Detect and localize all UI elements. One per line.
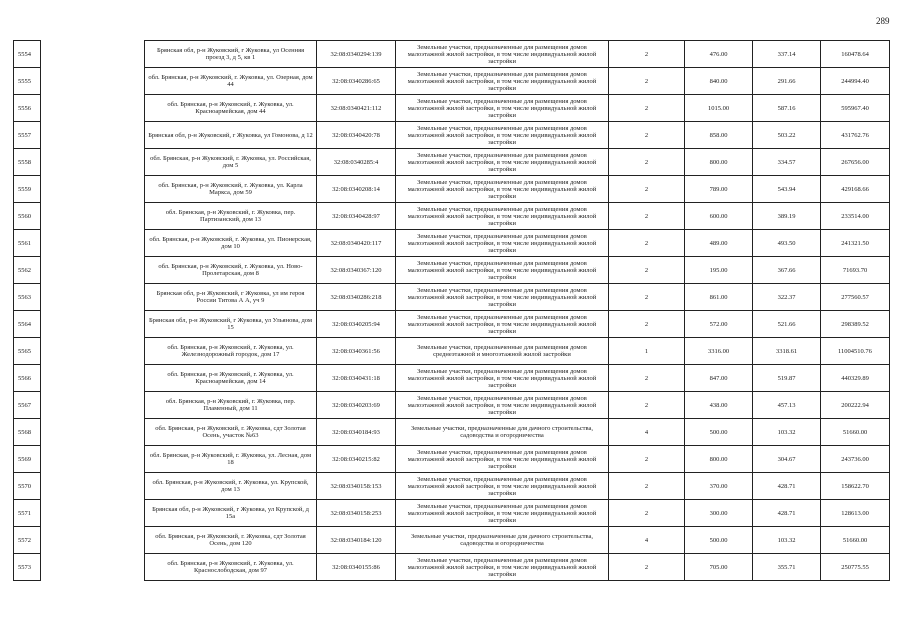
land-purpose-cell: Земельные участки, предназначенные для размещения домов малоэтажной жилой застройки, в том числе индивидуальной жилой застройки: [396, 176, 609, 203]
cadastral-value-cell: 243736.00: [821, 446, 890, 473]
cadastral-value-cell: 11004510.76: [821, 338, 890, 365]
land-purpose-cell: Земельные участки, предназначенные для размещения домов малоэтажной жилой застройки, в том числе индивидуальной жилой застройки: [396, 95, 609, 122]
cadastral-value-cell: 431762.76: [821, 122, 890, 149]
land-purpose-cell: Земельные участки, предназначенные для размещения домов малоэтажной жилой застройки, в том числе индивидуальной жилой застройки: [396, 149, 609, 176]
spacer-cell: [41, 203, 145, 230]
cadastral-value-cell: 244994.40: [821, 68, 890, 95]
address-cell: обл. Брянская, р-н Жуковский, г. Жуковка, сдт Золотая Осень, участок №63: [145, 419, 317, 446]
area-cell: 789.00: [685, 176, 753, 203]
address-cell: Брянская обл, р-н Жуковский, г Жуковка, ул Крупской, д 15а: [145, 500, 317, 527]
cadastral-number-cell: 32:08:0340428:97: [317, 203, 396, 230]
cadastral-value-cell: 298389.52: [821, 311, 890, 338]
group-cell: 1: [609, 338, 685, 365]
group-cell: 2: [609, 473, 685, 500]
cadastral-number-cell: 32:08:0340158:153: [317, 473, 396, 500]
table-row: [14, 338, 890, 365]
land-purpose-cell: Земельные участки, предназначенные для размещения домов малоэтажной жилой застройки, в том числе индивидуальной жилой застройки: [396, 392, 609, 419]
area-cell: 476.00: [685, 41, 753, 68]
cadastral-number-cell: 32:08:0340286:218: [317, 284, 396, 311]
address-cell: Брянская обл, р-н Жуковский, г Жуковка, ул Гомонова, д 12: [145, 122, 317, 149]
spacer-cell: [41, 122, 145, 149]
spacer-cell: [41, 95, 145, 122]
spacer-cell: [41, 338, 145, 365]
spacer-cell: [41, 500, 145, 527]
row-number-cell: 5572: [14, 527, 41, 554]
area-cell: 438.00: [685, 392, 753, 419]
table-row: [14, 122, 890, 149]
row-number-cell: 5563: [14, 284, 41, 311]
land-purpose-cell: Земельные участки, предназначенные для размещения домов малоэтажной жилой застройки, в том числе индивидуальной жилой застройки: [396, 230, 609, 257]
spacer-cell: [41, 554, 145, 581]
cadastral-value-cell: 233514.00: [821, 203, 890, 230]
land-purpose-cell: Земельные участки, предназначенные для размещения домов малоэтажной жилой застройки, в том числе индивидуальной жилой застройки: [396, 203, 609, 230]
table-row: [14, 95, 890, 122]
area-cell: 858.00: [685, 122, 753, 149]
cadastral-number-cell: 32:08:0340205:94: [317, 311, 396, 338]
specific-value-cell: 334.57: [753, 149, 821, 176]
area-cell: 1015.00: [685, 95, 753, 122]
table-row: [14, 176, 890, 203]
area-cell: 861.00: [685, 284, 753, 311]
area-cell: 800.00: [685, 149, 753, 176]
group-cell: 2: [609, 122, 685, 149]
cadastral-number-cell: 32:08:0340367:120: [317, 257, 396, 284]
land-purpose-cell: Земельные участки, предназначенные для размещения домов малоэтажной жилой застройки, в том числе индивидуальной жилой застройки: [396, 257, 609, 284]
area-cell: 195.00: [685, 257, 753, 284]
row-number-cell: 5570: [14, 473, 41, 500]
cadastral-value-cell: 595967.40: [821, 95, 890, 122]
area-cell: 300.00: [685, 500, 753, 527]
spacer-cell: [41, 149, 145, 176]
group-cell: 2: [609, 500, 685, 527]
table-row: [14, 392, 890, 419]
cadastral-number-cell: 32:08:0340208:14: [317, 176, 396, 203]
spacer-cell: [41, 68, 145, 95]
row-number-cell: 5567: [14, 392, 41, 419]
row-number-cell: 5568: [14, 419, 41, 446]
area-cell: 3316.00: [685, 338, 753, 365]
row-number-cell: 5559: [14, 176, 41, 203]
cadastral-value-cell: 241321.50: [821, 230, 890, 257]
spacer-cell: [41, 311, 145, 338]
table-row: [14, 203, 890, 230]
area-cell: 840.00: [685, 68, 753, 95]
group-cell: 2: [609, 392, 685, 419]
land-purpose-cell: Земельные участки, предназначенные для размещения домов малоэтажной жилой застройки, в том числе индивидуальной жилой застройки: [396, 311, 609, 338]
land-purpose-cell: Земельные участки, предназначенные для размещения домов малоэтажной жилой застройки, в том числе индивидуальной жилой застройки: [396, 41, 609, 68]
row-number-cell: 5558: [14, 149, 41, 176]
group-cell: 2: [609, 95, 685, 122]
table-body: [14, 41, 890, 581]
area-cell: 489.00: [685, 230, 753, 257]
table-row: [14, 311, 890, 338]
spacer-cell: [41, 473, 145, 500]
table-row: [14, 446, 890, 473]
specific-value-cell: 291.66: [753, 68, 821, 95]
table-row: [14, 230, 890, 257]
specific-value-cell: 428.71: [753, 500, 821, 527]
address-cell: обл. Брянская, р-н Жуковский, г. Жуковка, ул. Лесная, дом 18: [145, 446, 317, 473]
land-purpose-cell: Земельные участки, предназначенные для размещения домов среднеэтажной и многоэтажной жилой застройки: [396, 338, 609, 365]
group-cell: 2: [609, 257, 685, 284]
specific-value-cell: 103.32: [753, 419, 821, 446]
row-number-cell: 5569: [14, 446, 41, 473]
cadastral-value-cell: 160478.64: [821, 41, 890, 68]
land-purpose-cell: Земельные участки, предназначенные для размещения домов малоэтажной жилой застройки, в том числе индивидуальной жилой застройки: [396, 122, 609, 149]
row-number-cell: 5573: [14, 554, 41, 581]
group-cell: 2: [609, 230, 685, 257]
area-cell: 500.00: [685, 419, 753, 446]
table-row: [14, 284, 890, 311]
table-row: [14, 419, 890, 446]
group-cell: 2: [609, 149, 685, 176]
address-cell: обл. Брянская, р-н Жуковский, г. Жуковка, ул. Озерная, дом 44: [145, 68, 317, 95]
row-number-cell: 5556: [14, 95, 41, 122]
address-cell: обл. Брянская, р-н Жуковский, г. Жуковка, ул. Крупской, дом 13: [145, 473, 317, 500]
row-number-cell: 5562: [14, 257, 41, 284]
page-number: 289: [876, 16, 890, 26]
specific-value-cell: 103.32: [753, 527, 821, 554]
specific-value-cell: 428.71: [753, 473, 821, 500]
spacer-cell: [41, 284, 145, 311]
cadastral-value-cell: 250775.55: [821, 554, 890, 581]
cadastral-number-cell: 32:08:0340203:69: [317, 392, 396, 419]
land-purpose-cell: Земельные участки, предназначенные для размещения домов малоэтажной жилой застройки, в том числе индивидуальной жилой застройки: [396, 446, 609, 473]
spacer-cell: [41, 41, 145, 68]
address-cell: обл. Брянская, р-н Жуковский, г. Жуковка, ул. Российская, дом 5: [145, 149, 317, 176]
cadastral-number-cell: 32:08:0340420:78: [317, 122, 396, 149]
row-number-cell: 5571: [14, 500, 41, 527]
specific-value-cell: 521.66: [753, 311, 821, 338]
spacer-cell: [41, 230, 145, 257]
cadastral-number-cell: 32:08:0340361:56: [317, 338, 396, 365]
land-purpose-cell: Земельные участки, предназначенные для размещения домов малоэтажной жилой застройки, в том числе индивидуальной жилой застройки: [396, 365, 609, 392]
row-number-cell: 5565: [14, 338, 41, 365]
specific-value-cell: 519.87: [753, 365, 821, 392]
cadastral-number-cell: 32:08:0340155:86: [317, 554, 396, 581]
specific-value-cell: 493.50: [753, 230, 821, 257]
row-number-cell: 5564: [14, 311, 41, 338]
address-cell: обл. Брянская, р-н Жуковский, г. Жуковка, сдт Золотая Осень, дом 120: [145, 527, 317, 554]
cadastral-value-cell: 71693.70: [821, 257, 890, 284]
cadastral-number-cell: 32:08:0340285:4: [317, 149, 396, 176]
land-purpose-cell: Земельные участки, предназначенные для размещения домов малоэтажной жилой застройки, в том числе индивидуальной жилой застройки: [396, 68, 609, 95]
specific-value-cell: 3318.61: [753, 338, 821, 365]
cadastral-number-cell: 32:08:0340215:82: [317, 446, 396, 473]
specific-value-cell: 389.19: [753, 203, 821, 230]
area-cell: 800.00: [685, 446, 753, 473]
group-cell: 2: [609, 68, 685, 95]
specific-value-cell: 304.67: [753, 446, 821, 473]
table-row: [14, 554, 890, 581]
group-cell: 2: [609, 446, 685, 473]
land-purpose-cell: Земельные участки, предназначенные для дачного строительства, садоводства и огородничества: [396, 527, 609, 554]
address-cell: обл. Брянская, р-н Жуковский, г. Жуковка, пер. Пламенный, дом 11: [145, 392, 317, 419]
address-cell: обл. Брянская, р-н Жуковский, г. Жуковка, ул. Железнодорожный городок, дом 17: [145, 338, 317, 365]
cadastral-number-cell: 32:08:0340286:65: [317, 68, 396, 95]
specific-value-cell: 543.94: [753, 176, 821, 203]
table-row: [14, 257, 890, 284]
land-purpose-cell: Земельные участки, предназначенные для размещения домов малоэтажной жилой застройки, в том числе индивидуальной жилой застройки: [396, 554, 609, 581]
specific-value-cell: 355.71: [753, 554, 821, 581]
spacer-cell: [41, 392, 145, 419]
specific-value-cell: 337.14: [753, 41, 821, 68]
area-cell: 847.00: [685, 365, 753, 392]
cadastral-number-cell: 32:08:0340158:253: [317, 500, 396, 527]
cadastral-value-cell: 277560.57: [821, 284, 890, 311]
cadastral-value-cell: 128613.00: [821, 500, 890, 527]
address-cell: Брянская обл, р-н Жуковский, г Жуковка, ул им героя России Титова А А, уч 9: [145, 284, 317, 311]
table-row: [14, 41, 890, 68]
row-number-cell: 5560: [14, 203, 41, 230]
address-cell: Брянская обл, р-н Жуковский, г Жуковка, ул Осенняя проезд 3, д 5, кв 1: [145, 41, 317, 68]
land-purpose-cell: Земельные участки, предназначенные для дачного строительства, садоводства и огородничества: [396, 419, 609, 446]
address-cell: обл. Брянская, р-н Жуковский, г. Жуковка, пер. Партизанский, дом 13: [145, 203, 317, 230]
row-number-cell: 5566: [14, 365, 41, 392]
cadastral-value-cell: 51660.00: [821, 419, 890, 446]
address-cell: обл. Брянская, р-н Жуковский, г. Жуковка, ул. Краснослободская, дом 97: [145, 554, 317, 581]
group-cell: 2: [609, 203, 685, 230]
specific-value-cell: 503.22: [753, 122, 821, 149]
table-row: [14, 68, 890, 95]
group-cell: 2: [609, 311, 685, 338]
row-number-cell: 5557: [14, 122, 41, 149]
table-row: [14, 500, 890, 527]
land-purpose-cell: Земельные участки, предназначенные для размещения домов малоэтажной жилой застройки, в том числе индивидуальной жилой застройки: [396, 500, 609, 527]
land-purpose-cell: Земельные участки, предназначенные для размещения домов малоэтажной жилой застройки, в том числе индивидуальной жилой застройки: [396, 284, 609, 311]
area-cell: 370.00: [685, 473, 753, 500]
spacer-cell: [41, 365, 145, 392]
group-cell: 2: [609, 284, 685, 311]
group-cell: 4: [609, 419, 685, 446]
area-cell: 572.00: [685, 311, 753, 338]
cadastral-value-cell: 158622.70: [821, 473, 890, 500]
group-cell: 2: [609, 176, 685, 203]
group-cell: 2: [609, 365, 685, 392]
group-cell: 2: [609, 41, 685, 68]
specific-value-cell: 367.66: [753, 257, 821, 284]
spacer-cell: [41, 257, 145, 284]
cadastral-value-cell: 200222.94: [821, 392, 890, 419]
spacer-cell: [41, 419, 145, 446]
group-cell: 2: [609, 554, 685, 581]
row-number-cell: 5561: [14, 230, 41, 257]
address-cell: обл. Брянская, р-н Жуковский, г. Жуковка, ул. Красноармейская, дом 14: [145, 365, 317, 392]
cadastral-value-table: [13, 40, 890, 581]
area-cell: 705.00: [685, 554, 753, 581]
address-cell: обл. Брянская, р-н Жуковский, г. Жуковка, ул. Ново-Пролетарская, дом 8: [145, 257, 317, 284]
spacer-cell: [41, 527, 145, 554]
address-cell: обл. Брянская, р-н Жуковский, г. Жуковка, ул. Карла Маркса, дом 59: [145, 176, 317, 203]
row-number-cell: 5554: [14, 41, 41, 68]
spacer-cell: [41, 176, 145, 203]
area-cell: 500.00: [685, 527, 753, 554]
table-row: [14, 365, 890, 392]
cadastral-value-cell: 440329.89: [821, 365, 890, 392]
specific-value-cell: 322.37: [753, 284, 821, 311]
specific-value-cell: 587.16: [753, 95, 821, 122]
area-cell: 600.00: [685, 203, 753, 230]
cadastral-number-cell: 32:08:0340421:112: [317, 95, 396, 122]
cadastral-number-cell: 32:08:0340420:117: [317, 230, 396, 257]
cadastral-number-cell: 32:08:0340431:18: [317, 365, 396, 392]
address-cell: обл. Брянская, р-н Жуковский, г. Жуковка, ул. Пионерская, дом 10: [145, 230, 317, 257]
cadastral-number-cell: 32:08:0340184:93: [317, 419, 396, 446]
cadastral-value-cell: 429168.66: [821, 176, 890, 203]
specific-value-cell: 457.13: [753, 392, 821, 419]
cadastral-number-cell: 32:08:0340294:139: [317, 41, 396, 68]
row-number-cell: 5555: [14, 68, 41, 95]
cadastral-value-cell: 267656.00: [821, 149, 890, 176]
group-cell: 4: [609, 527, 685, 554]
spacer-cell: [41, 446, 145, 473]
cadastral-value-cell: 51660.00: [821, 527, 890, 554]
table-row: [14, 527, 890, 554]
address-cell: Брянская обл, р-н Жуковский, г Жуковка, ул Ульянова, дом 15: [145, 311, 317, 338]
table-row: [14, 149, 890, 176]
cadastral-number-cell: 32:08:0340184:120: [317, 527, 396, 554]
land-purpose-cell: Земельные участки, предназначенные для размещения домов малоэтажной жилой застройки, в том числе индивидуальной жилой застройки: [396, 473, 609, 500]
table-row: [14, 473, 890, 500]
address-cell: обл. Брянская, р-н Жуковский, г. Жуковка, ул. Красноармейская, дом 44: [145, 95, 317, 122]
